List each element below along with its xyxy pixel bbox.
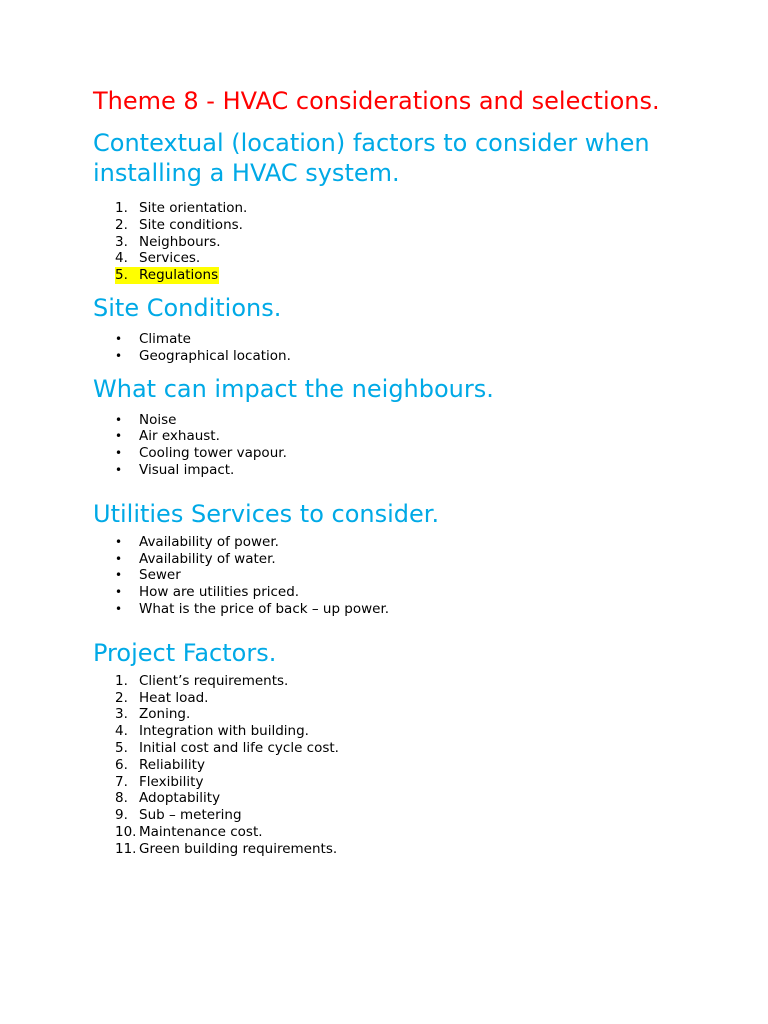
list-item: 2. Heat load.	[115, 689, 209, 706]
list-item-highlighted	[93, 267, 693, 284]
list-item: • What is the price of back – up power.	[115, 600, 390, 617]
list-item: 3. Neighbours.	[115, 233, 221, 250]
list-item: • Availability of power.	[115, 533, 279, 550]
list-item: 5. Initial cost and life cycle cost.	[115, 739, 339, 756]
site-conditions-list	[93, 331, 693, 365]
text-highlight: 5. Regulations	[115, 267, 219, 284]
list-item: 1. Site orientation.	[115, 200, 248, 216]
list-item: 2. Site conditions.	[115, 216, 243, 233]
heading-site-conditions: Site Conditions.	[93, 293, 282, 322]
list-item: 4. Integration with building.	[115, 723, 309, 740]
list-item: 11. Green building requirements.	[115, 840, 338, 857]
list-item: • Noise	[115, 411, 177, 428]
list-item: • Geographical location.	[115, 347, 291, 364]
list-item: • Sewer	[115, 567, 181, 584]
neighbours-list	[93, 412, 693, 479]
list-item: • Air exhaust.	[115, 428, 220, 445]
utilities-list	[93, 534, 693, 618]
contextual-factors-list	[93, 200, 693, 284]
list-item: 3. Zoning.	[115, 706, 191, 723]
document-title: Theme 8 - HVAC considerations and selections.	[93, 87, 660, 115]
list-item: • Availability of water.	[115, 550, 276, 567]
list-item: • Visual impact.	[115, 461, 235, 478]
document-page	[93, 86, 693, 858]
heading-utilities: Utilities Services to consider.	[93, 499, 440, 528]
heading-project-factors: Project Factors.	[93, 638, 277, 667]
heading-neighbours: What can impact the neighbours.	[93, 374, 494, 403]
heading-contextual-factors: Contextual (location) factors to consider when installing a HVAC system.	[93, 129, 650, 187]
list-item: • Climate	[115, 330, 191, 347]
list-item: 7. Flexibility	[115, 773, 204, 790]
list-item: 8. Adoptability	[115, 790, 221, 807]
list-item: 9. Sub – metering	[115, 807, 242, 824]
list-item: 10. Maintenance cost.	[115, 823, 263, 840]
list-item: 6. Reliability	[115, 756, 205, 773]
project-factors-list	[93, 673, 693, 858]
list-item: 1. Client’s requirements.	[115, 672, 289, 689]
list-item: • Cooling tower vapour.	[115, 445, 287, 462]
list-item: 4. Services.	[115, 250, 201, 267]
list-item: • How are utilities priced.	[115, 584, 300, 601]
